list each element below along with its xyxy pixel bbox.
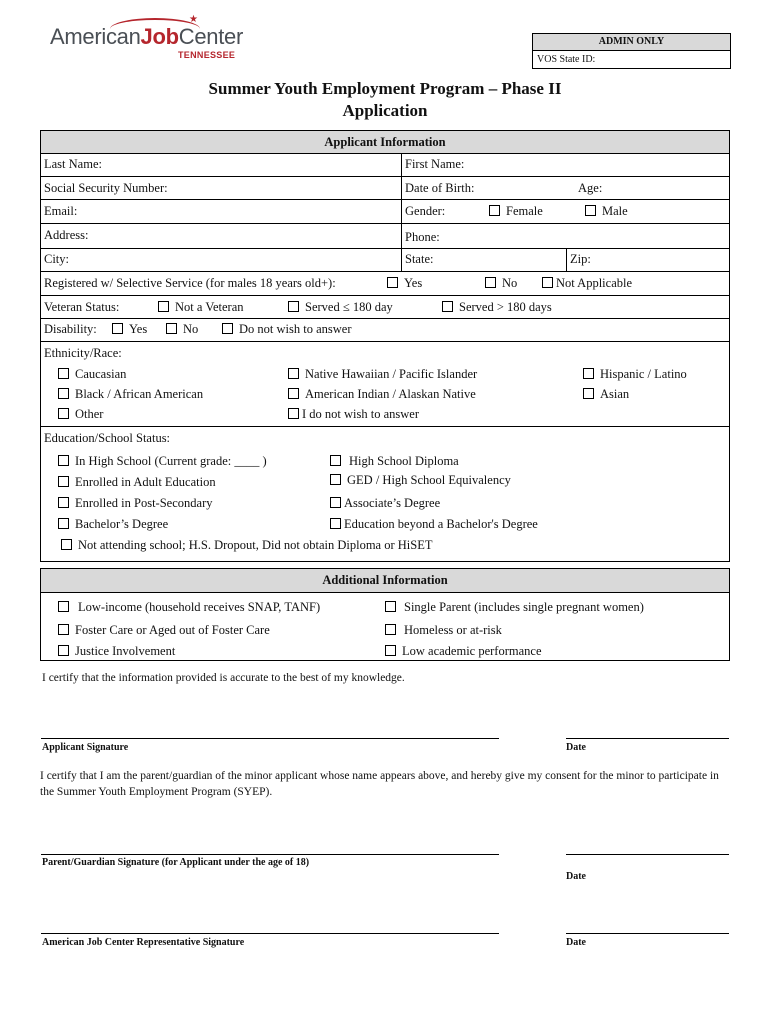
eth-asian-checkbox[interactable]: Asian bbox=[583, 387, 629, 402]
disability-row bbox=[41, 319, 729, 342]
foster-care-checkbox[interactable]: Foster Care or Aged out of Foster Care bbox=[58, 623, 270, 638]
last-name-field[interactable]: Last Name: bbox=[44, 157, 102, 171]
eth-hispanic-checkbox[interactable]: Hispanic / Latino bbox=[583, 367, 687, 382]
checkbox-icon bbox=[58, 645, 69, 656]
veteran-status-label: Veteran Status: bbox=[44, 300, 120, 314]
edu-adult-ed-checkbox[interactable]: Enrolled in Adult Education bbox=[58, 475, 216, 490]
checkbox-icon bbox=[58, 497, 69, 508]
american-job-center-logo bbox=[50, 14, 250, 66]
edu-ged-checkbox[interactable]: GED / High School Equivalency bbox=[330, 473, 511, 488]
vos-state-id-field[interactable]: VOS State ID: bbox=[537, 54, 596, 65]
checkbox-icon bbox=[61, 539, 72, 550]
logo-text: AmericanJobCenter bbox=[50, 24, 243, 49]
checkbox-icon bbox=[288, 388, 299, 399]
education-label: Education/School Status: bbox=[44, 431, 171, 445]
eth-other-checkbox[interactable]: Other bbox=[58, 407, 103, 422]
checkbox-icon bbox=[166, 323, 177, 334]
checkbox-icon bbox=[385, 601, 396, 612]
divider bbox=[401, 249, 402, 271]
page-title bbox=[0, 78, 770, 122]
star-icon: ★ bbox=[189, 14, 198, 25]
date-line-1[interactable] bbox=[566, 738, 729, 739]
parent-signature-label: Parent/Guardian Signature (for Applicant under the age of 18) bbox=[42, 857, 310, 868]
first-name-field[interactable]: First Name: bbox=[405, 157, 465, 171]
checkbox-icon bbox=[442, 301, 453, 312]
served-le-180-checkbox[interactable]: Served ≤ 180 day bbox=[288, 300, 393, 315]
name-row bbox=[41, 154, 729, 177]
edu-in-high-school-checkbox[interactable]: In High School (Current grade: ____ ) bbox=[58, 454, 267, 469]
edu-bachelors-checkbox[interactable]: Bachelor’s Degree bbox=[58, 517, 168, 532]
checkbox-icon bbox=[288, 368, 299, 379]
additional-information-table bbox=[40, 568, 730, 661]
checkbox-icon bbox=[58, 518, 69, 529]
eth-no-answer-checkbox[interactable]: I do not wish to answer bbox=[288, 407, 419, 422]
edu-beyond-bachelors-checkbox[interactable]: Education beyond a Bachelor's Degree bbox=[330, 517, 538, 532]
applicant-signature-label: Applicant Signature bbox=[42, 742, 129, 753]
checkbox-icon bbox=[330, 474, 341, 485]
eth-black-checkbox[interactable]: Black / African American bbox=[58, 387, 203, 402]
ssn-row bbox=[41, 177, 729, 200]
divider bbox=[401, 154, 402, 176]
title-line-1: Summer Youth Employment Program – Phase II bbox=[208, 79, 562, 98]
checkbox-icon bbox=[385, 624, 396, 635]
checkbox-icon bbox=[58, 408, 69, 419]
checkbox-icon bbox=[583, 388, 594, 399]
state-field[interactable]: State: bbox=[405, 252, 434, 266]
eth-caucasian-checkbox[interactable]: Caucasian bbox=[58, 367, 126, 382]
single-parent-checkbox[interactable]: Single Parent (includes single pregnant women) bbox=[385, 600, 644, 615]
checkbox-icon bbox=[288, 301, 299, 312]
male-checkbox[interactable]: Male bbox=[585, 204, 628, 219]
selective-service-row bbox=[41, 272, 729, 296]
checkbox-icon bbox=[330, 518, 341, 529]
ethnicity-section bbox=[41, 342, 729, 427]
additional-information-header: Additional Information bbox=[41, 569, 729, 593]
justice-involvement-checkbox[interactable]: Justice Involvement bbox=[58, 644, 175, 659]
checkbox-icon bbox=[387, 277, 398, 288]
email-field[interactable]: Email: bbox=[44, 204, 78, 218]
checkbox-icon bbox=[58, 455, 69, 466]
eth-american-indian-checkbox[interactable]: American Indian / Alaskan Native bbox=[288, 387, 476, 402]
not-veteran-checkbox[interactable]: Not a Veteran bbox=[158, 300, 244, 315]
disability-nw-checkbox[interactable]: Do not wish to answer bbox=[222, 322, 352, 337]
divider bbox=[401, 200, 402, 223]
selective-service-label: Registered w/ Selective Service (for males 18 years old+): bbox=[44, 276, 336, 290]
checkbox-icon bbox=[58, 476, 69, 487]
veteran-row bbox=[41, 296, 729, 319]
ssn-field[interactable]: Social Security Number: bbox=[44, 181, 168, 195]
checkbox-icon bbox=[330, 497, 341, 508]
title-line-2: Application bbox=[342, 101, 428, 120]
applicant-information-header: Applicant Information bbox=[41, 131, 729, 154]
checkbox-icon bbox=[585, 205, 596, 216]
date-label-1: Date bbox=[566, 742, 586, 753]
checkbox-icon bbox=[489, 205, 500, 216]
date-label-2: Date bbox=[566, 871, 586, 882]
age-field[interactable]: Age: bbox=[578, 181, 603, 195]
homeless-checkbox[interactable]: Homeless or at-risk bbox=[385, 623, 502, 638]
checkbox-icon bbox=[58, 368, 69, 379]
disability-label: Disability: bbox=[44, 322, 97, 336]
city-row bbox=[41, 249, 729, 272]
applicant-signature-line[interactable] bbox=[41, 738, 499, 739]
low-academic-checkbox[interactable]: Low academic performance bbox=[385, 644, 542, 659]
divider bbox=[401, 177, 402, 199]
ethnicity-label: Ethnicity/Race: bbox=[44, 346, 122, 360]
admin-only-header: ADMIN ONLY bbox=[533, 34, 730, 51]
certify-statement: I certify that the information provided is accurate to the best of my knowledge. bbox=[42, 672, 405, 684]
disability-no-checkbox[interactable]: No bbox=[166, 322, 198, 337]
edu-post-secondary-checkbox[interactable]: Enrolled in Post-Secondary bbox=[58, 496, 212, 511]
email-row bbox=[41, 200, 729, 224]
address-row bbox=[41, 224, 729, 249]
logo-subtext: TENNESSEE bbox=[178, 50, 236, 60]
selective-yes-checkbox[interactable]: Yes bbox=[387, 276, 422, 291]
representative-signature-label: American Job Center Representative Signature bbox=[42, 937, 245, 948]
date-line-3[interactable] bbox=[566, 933, 729, 934]
edu-not-attending-checkbox[interactable]: Not attending school; H.S. Dropout, Did not obtain Diploma or HiSET bbox=[61, 538, 433, 553]
admin-only-box bbox=[532, 33, 731, 69]
address-field[interactable]: Address: bbox=[44, 228, 89, 242]
date-label-3: Date bbox=[566, 937, 586, 948]
served-gt-180-checkbox[interactable]: Served > 180 days bbox=[442, 300, 552, 315]
checkbox-icon bbox=[222, 323, 233, 334]
phone-field[interactable]: Phone: bbox=[405, 230, 440, 244]
checkbox-icon bbox=[158, 301, 169, 312]
representative-signature-line[interactable] bbox=[41, 933, 499, 934]
dob-field[interactable]: Date of Birth: bbox=[405, 181, 475, 195]
city-field[interactable]: City: bbox=[44, 252, 70, 266]
checkbox-icon bbox=[583, 368, 594, 379]
checkbox-icon bbox=[58, 601, 69, 612]
checkbox-icon bbox=[385, 645, 396, 656]
checkbox-icon bbox=[112, 323, 123, 334]
selective-na-checkbox[interactable]: Not Applicable bbox=[542, 276, 632, 291]
divider bbox=[401, 224, 402, 248]
edu-hs-diploma-checkbox[interactable]: High School Diploma bbox=[330, 454, 459, 469]
disability-yes-checkbox[interactable]: Yes bbox=[112, 322, 147, 337]
checkbox-icon bbox=[58, 624, 69, 635]
checkbox-icon bbox=[542, 277, 553, 288]
checkbox-icon bbox=[485, 277, 496, 288]
guardian-consent-statement: I certify that I am the parent/guardian of the minor applicant whose name appears above, and hereby give my consent for the minor to participate in the Summer Youth Employment Program (SYEP). bbox=[40, 770, 719, 798]
date-line-2[interactable] bbox=[566, 854, 729, 855]
checkbox-icon bbox=[288, 408, 299, 419]
eth-hawaiian-checkbox[interactable]: Native Hawaiian / Pacific Islander bbox=[288, 367, 477, 382]
low-income-checkbox[interactable]: Low-income (household receives SNAP, TANF) bbox=[58, 600, 320, 615]
zip-field[interactable]: Zip: bbox=[570, 252, 591, 266]
checkbox-icon bbox=[58, 388, 69, 399]
divider bbox=[566, 249, 567, 271]
parent-signature-line[interactable] bbox=[41, 854, 499, 855]
selective-no-checkbox[interactable]: No bbox=[485, 276, 517, 291]
female-checkbox[interactable]: Female bbox=[489, 204, 543, 219]
education-section bbox=[41, 427, 729, 561]
edu-associates-checkbox[interactable]: Associate’s Degree bbox=[330, 496, 440, 511]
applicant-information-table bbox=[40, 130, 730, 562]
checkbox-icon bbox=[330, 455, 341, 466]
gender-label: Gender: bbox=[405, 204, 446, 218]
